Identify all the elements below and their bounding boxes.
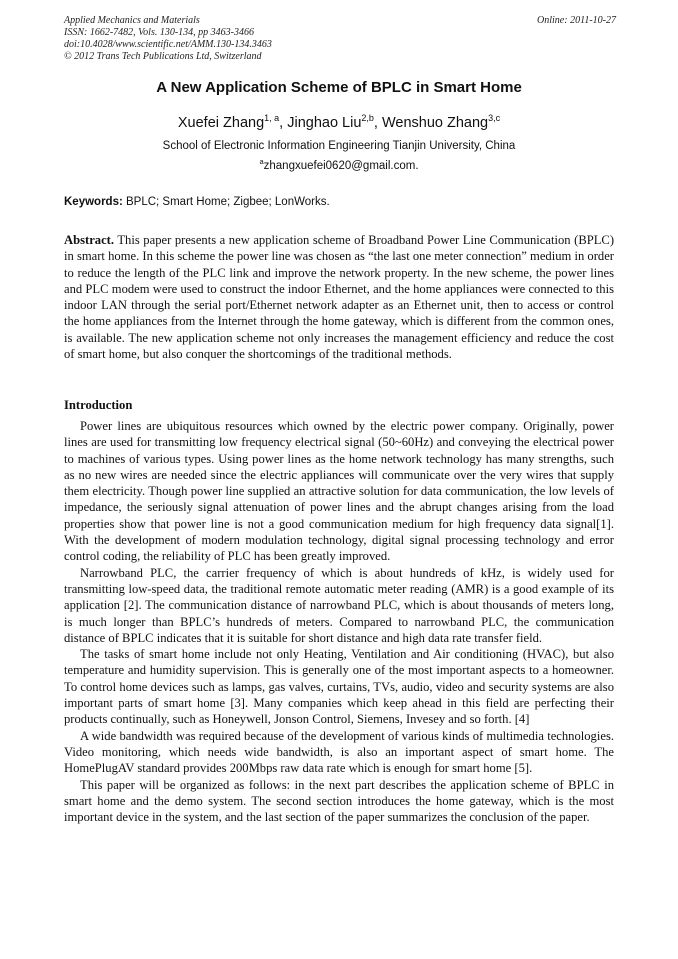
paragraph: A wide bandwidth was required because of the development of various kinds of multimedia technologies. Video monitoring, which needs wide bandwidth, is also an important aspect of smart home. The HomePlugAV standard provides 200Mbps raw data rate which is enough for smart home [5].: [64, 728, 614, 776]
online-date: Online: 2011-10-27: [537, 15, 616, 26]
email-mark: a: [259, 157, 264, 166]
keywords: [64, 195, 614, 210]
abstract: [64, 232, 614, 362]
abstract-label: Abstract.: [64, 233, 115, 247]
journal-doi: doi:10.4028/www.scientific.net/AMM.130-134.3463: [64, 39, 272, 50]
affiliation: School of Electronic Information Engineering Tianjin University, China: [162, 140, 516, 152]
author-separator: ,: [373, 115, 382, 131]
section-heading-introduction: Introduction: [64, 398, 133, 412]
author-affiliation-mark: 3,c: [488, 113, 501, 123]
paper-title: A New Application Scheme of BPLC in Smart Home: [156, 79, 522, 96]
author-email: [64, 159, 614, 174]
paragraph: The tasks of smart home include not only Heating, Ventilation and Air conditioning (HVAC), but also temperature and humidity supervision. This is generally one of the most important aspects to a homeowner. To control home devices such as lamps, gas valves, curtains, TVs, audio, video and security systems are also important parts of smart home [3]. Many companies which keep ahead in this field are perfecting their products continually, such as Honeywell, Jonson Control, Siemens, Invesey and so forth. [4]: [64, 647, 614, 727]
abstract-text: This paper presents a new application scheme of Broadband Power Line Communication (BPLC) in smart home. In this scheme the power line was chosen as “the last one meter connection” medium in order to reduce the length of the PLC link and improve the network property. In the new scheme, the power lines and PLC modem were used to construct the indoor Ethernet, and the home appliances were connected to this indoor LAN through the serial port/Ethernet network adapter as an Ethernet unit, then to access or control the home appliances from the Internet through the home gateway, which is different from the common ones, is available. The new application scheme not only increases the management efficiency and reduce the cost of smart home, but also conquer the shortcomings of the traditional methods.: [64, 233, 615, 362]
keywords-text: BPLC; Smart Home; Zigbee; LonWorks.: [126, 196, 330, 208]
paragraph: Narrowband PLC, the carrier frequency of which is about hundreds of kHz, is widely used for transmitting low-speed data, the traditional remote automatic meter reading (AMR) is a good example of its application [2]. The communication distance of narrowband PLC, which is about thousands of meters long, is much longer than BPLC’s hundreds of meters. Compared to narrowband PLC, the communication distance of BPLC indicates that it is suitable for short distance and high data rate transfer field.: [64, 565, 614, 645]
keywords-label: Keywords:: [64, 196, 123, 208]
email-address: zhangxuefei0620@gmail.com.: [263, 160, 419, 172]
author-name: Xuefei Zhang: [177, 115, 265, 131]
journal-issn: ISSN: 1662-7482, Vols. 130-134, pp 3463-3466: [64, 27, 254, 38]
introduction-body: [64, 418, 614, 825]
author-name: Wenshuo Zhang: [381, 115, 489, 131]
author-list: [64, 114, 614, 132]
author-name: Jinghao Liu: [287, 115, 362, 131]
author-affiliation-mark: 1, a: [264, 113, 280, 123]
journal-copyright: © 2012 Trans Tech Publications Ltd, Switzerland: [64, 51, 262, 62]
author-separator: ,: [279, 115, 288, 131]
journal-header: [64, 15, 616, 63]
paragraph: This paper will be organized as follows: in the next part describes the application scheme of BPLC in smart home and the demo system. The second section introduces the home gateway, which is the most important device in the system, and the last section of the paper summarizes the conclusion of the paper.: [64, 777, 614, 825]
paragraph: Power lines are ubiquitous resources which owned by the electric power company. Originally, power lines are used for transmitting low frequency electrical signal (50~60Hz) and conveying the electrical power to machines of various types. Using power lines as the home network technology has many strengths, such as no new wires are needed since the electric appliances will communicate over the very wires that supply them electricity. Though power line supplied an attractive solution for data communication, the low levels of impedance, the seriously signal attenuation of power lines and the abrupt changes arising from the load properties show that power line is not a good communication medium for high frequency data signal[1]. With the development of modern modulation technology, digital signal processing technology and error control coding, the reliability of PLC has been greatly improved.: [64, 419, 614, 564]
journal-name: Applied Mechanics and Materials: [64, 15, 200, 26]
author-affiliation-mark: 2,b: [361, 113, 374, 123]
